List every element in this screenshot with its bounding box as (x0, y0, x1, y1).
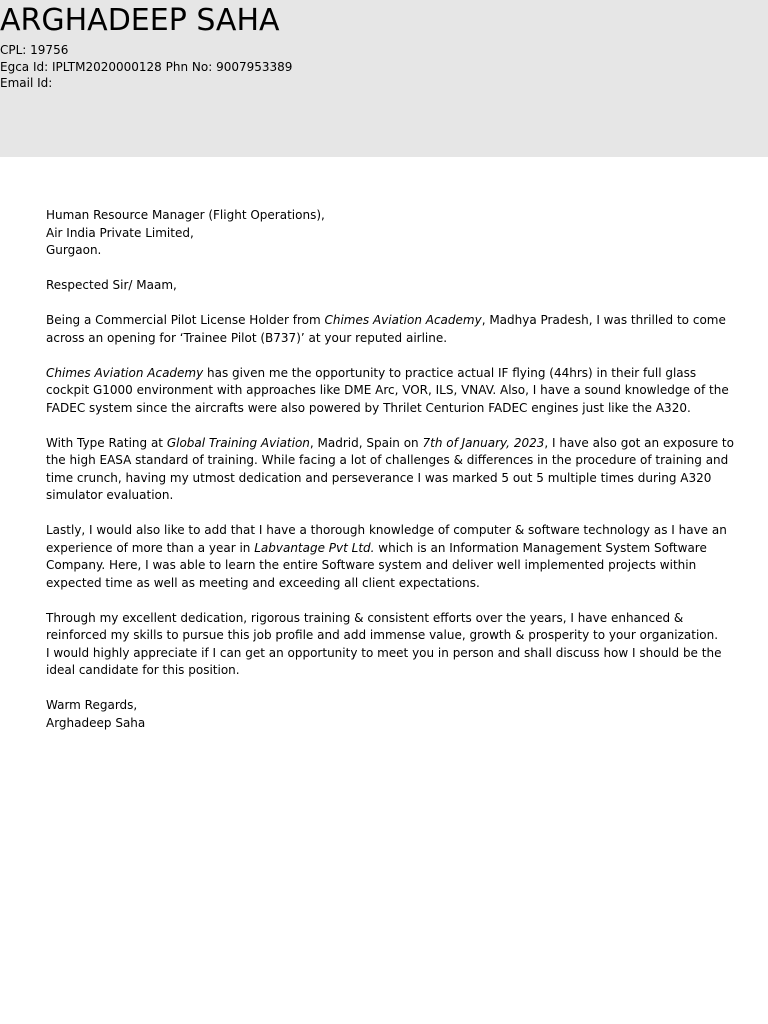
p1-academy-name: Chimes Aviation Academy (324, 313, 482, 327)
recipient-address (46, 207, 736, 260)
paragraph-training (46, 365, 736, 418)
signature-name: Arghadeep Saha (46, 715, 146, 730)
p3-text-e: , I have also got an exposure to the high EASA standard of training. While facing a lot of challenges & differences in the procedure of training and time crunch, having my utmost dedication and perseverance I was marked 5 out 5 multiple times during A320 simulator evaluation. (46, 435, 734, 502)
recipient-line-1: Human Resource Manager (Flight Operations), (46, 208, 325, 222)
recipient-line-3: Gurgaon. (46, 243, 102, 257)
p3-text-a: With Type Rating at (46, 435, 167, 450)
cover-letter-body (46, 207, 736, 750)
p3-date: 7th of January, 2023 (422, 435, 545, 450)
paragraph-software-experience (46, 522, 736, 592)
closing-block (46, 697, 736, 732)
paragraph-dedication: Through my excellent dedication, rigorous training & consistent efforts over the years, I have enhanced & reinforced my skills to pursue this job profile and add immense value, growth & prosperity to your organization. (46, 610, 719, 642)
recipient-line-2: Air India Private Limited, (46, 225, 194, 240)
email-line: Email Id: (0, 76, 53, 90)
salutation: Respected Sir/ Maam, (46, 278, 177, 292)
p1-text-c: , Madhya Pradesh, I was thrilled to come across an opening for ‘Trainee Pilot (B737)’ at your reputed airline. (46, 313, 726, 345)
p3-text-c: , Madrid, Spain on (309, 435, 423, 450)
header-banner (0, 0, 768, 157)
paragraph-intro (46, 312, 736, 347)
paragraph-type-rating (46, 435, 736, 505)
egca-phone-line: Egca Id: IPLTM2020000128 Phn No: 9007953389 (0, 60, 293, 74)
p4-company-name: Labvantage Pvt Ltd. (254, 540, 375, 555)
closing: Warm Regards, (46, 698, 138, 712)
p3-training-org: Global Training Aviation (166, 435, 310, 450)
paragraph-request: I would highly appreciate if I can get an opportunity to meet you in person and shall discuss how I should be the ideal candidate for this position. (46, 645, 722, 677)
p4-text-a: Lastly, I would also like to add that I have a thorough knowledge of computer & software technology as I have an experience of more than a year in (46, 523, 727, 555)
p2-academy-name: Chimes Aviation Academy (46, 365, 204, 380)
p1-text-a: Being a Commercial Pilot License Holder from (46, 313, 325, 327)
p4-text-c: which is an Information Management System Software Company. Here, I was able to learn the entire Software system and deliver well implemented projects within expected time as well as meeting and exceeding all client expectations. (46, 540, 707, 590)
cpl-number: CPL: 19756 (0, 43, 69, 57)
p2-text-b: has given me the opportunity to practice actual IF flying (44hrs) in their full glass cockpit G1000 environment with approaches like DME Arc, VOR, ILS, VNAV. Also, I have a sound knowledge of the FADEC system since the aircrafts were also powered by Thrilet Centurion FADEC engines just like the A320. (46, 365, 729, 415)
applicant-name: ARGHADEEP SAHA (0, 3, 280, 38)
